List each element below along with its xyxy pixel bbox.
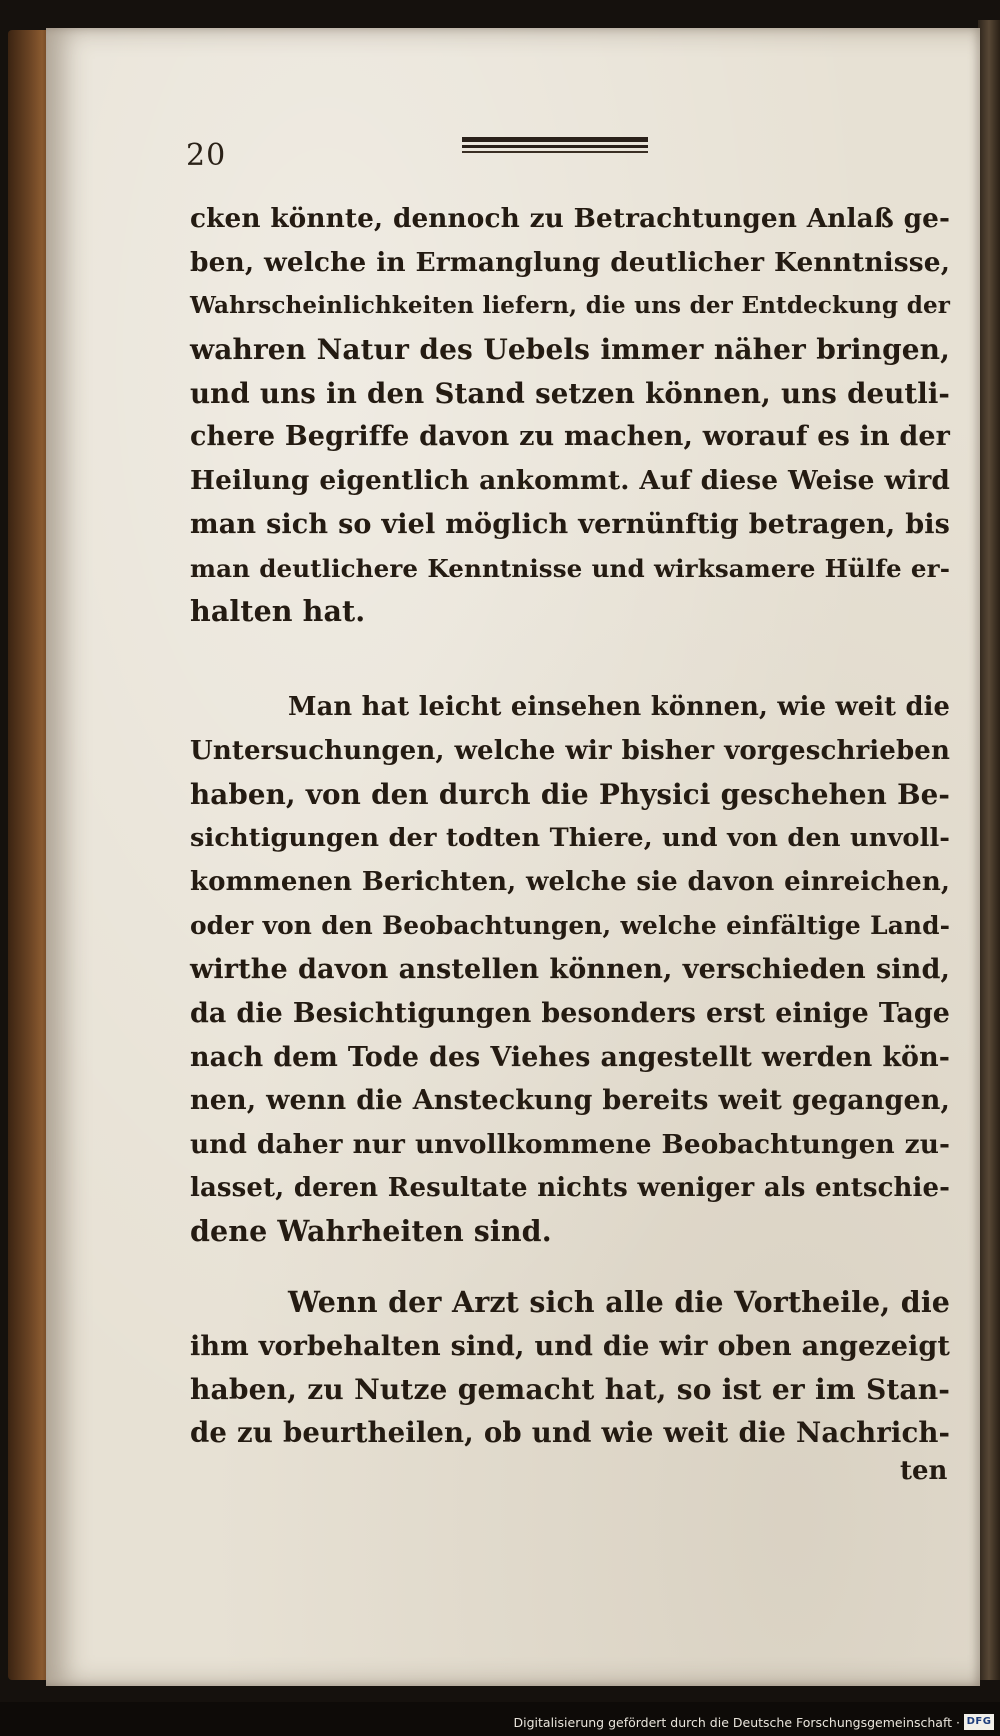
text-line: da die Besichtigungen besonders erst einige Tage	[190, 997, 950, 1029]
header-ornament-rule	[462, 137, 648, 155]
text-line: sichtigungen der todten Thiere, und von den unvoll-	[190, 823, 950, 854]
text-line: man deutlichere Kenntnisse und wirksamere Hülfe er-	[190, 553, 950, 583]
catchword: ten	[900, 1456, 948, 1486]
text-line: Man hat leicht einsehen können, wie weit die	[288, 692, 950, 722]
text-line: und uns in den Stand setzen können, uns deutli-	[190, 376, 950, 410]
funding-note: Digitalisierung gefördert durch die Deutsche Forschungsgemeinschaft ·	[513, 1715, 960, 1730]
text-line: chere Begriffe davon zu machen, worauf es in der	[190, 421, 950, 453]
ornament-bar	[462, 145, 648, 148]
text-line: kommenen Berichten, welche sie davon einreichen,	[190, 866, 950, 897]
text-line: lasset, deren Resultate nichts weniger als entschie-	[190, 1172, 950, 1203]
text-line: dene Wahrheiten sind.	[190, 1214, 552, 1249]
text-line: nen, wenn die Ansteckung bereits weit gegangen,	[190, 1085, 950, 1117]
paragraph-3	[190, 1281, 950, 1456]
text-line: wirthe davon anstellen können, verschieden sind,	[190, 954, 950, 986]
text-line: oder von den Beobachtungen, welche einfältige Land-	[190, 911, 950, 941]
text-line: halten hat.	[190, 594, 366, 629]
text-line: ihm vorbehalten sind, und die wir oben angezeigt	[190, 1330, 950, 1362]
text-line: man sich so viel möglich vernünftig betragen, bis	[190, 508, 950, 540]
text-line: haben, zu Nutze gemacht hat, so ist er im Stan-	[190, 1373, 950, 1407]
dfg-logo-badge: DFG	[964, 1714, 994, 1730]
paragraph-1	[190, 197, 950, 634]
text-line: Heilung eigentlich ankommt. Auf diese Weise wird	[190, 465, 950, 497]
text-line: haben, von den durch die Physici geschehen Be-	[190, 778, 950, 812]
page-number: 20	[186, 138, 227, 173]
paragraph-2	[190, 686, 950, 1254]
ornament-bar	[462, 137, 648, 142]
text-line: Untersuchungen, welche wir bisher vorgeschrieben	[190, 735, 950, 766]
text-line: nach dem Tode des Viehes angestellt werden kön-	[190, 1041, 950, 1073]
text-line: de zu beurtheilen, ob und wie weit die Nachrich-	[190, 1417, 950, 1450]
text-line: ben, welche in Ermanglung deutlicher Kenntnisse,	[190, 246, 950, 278]
text-line: wahren Natur des Uebels immer näher bringen,	[190, 333, 950, 367]
text-line: und daher nur unvollkommene Beobachtungen zu-	[190, 1128, 950, 1160]
text-line: cken könnte, dennoch zu Betrachtungen Anlaß ge-	[190, 203, 950, 234]
text-line: Wenn der Arzt sich alle die Vortheile, die	[288, 1285, 950, 1319]
book-edge-right	[978, 20, 1000, 1680]
footer-strip	[0, 1702, 1000, 1736]
text-line: Wahrscheinlichkeiten liefern, die uns der Entdeckung der	[190, 292, 950, 320]
ornament-bar	[462, 151, 648, 153]
